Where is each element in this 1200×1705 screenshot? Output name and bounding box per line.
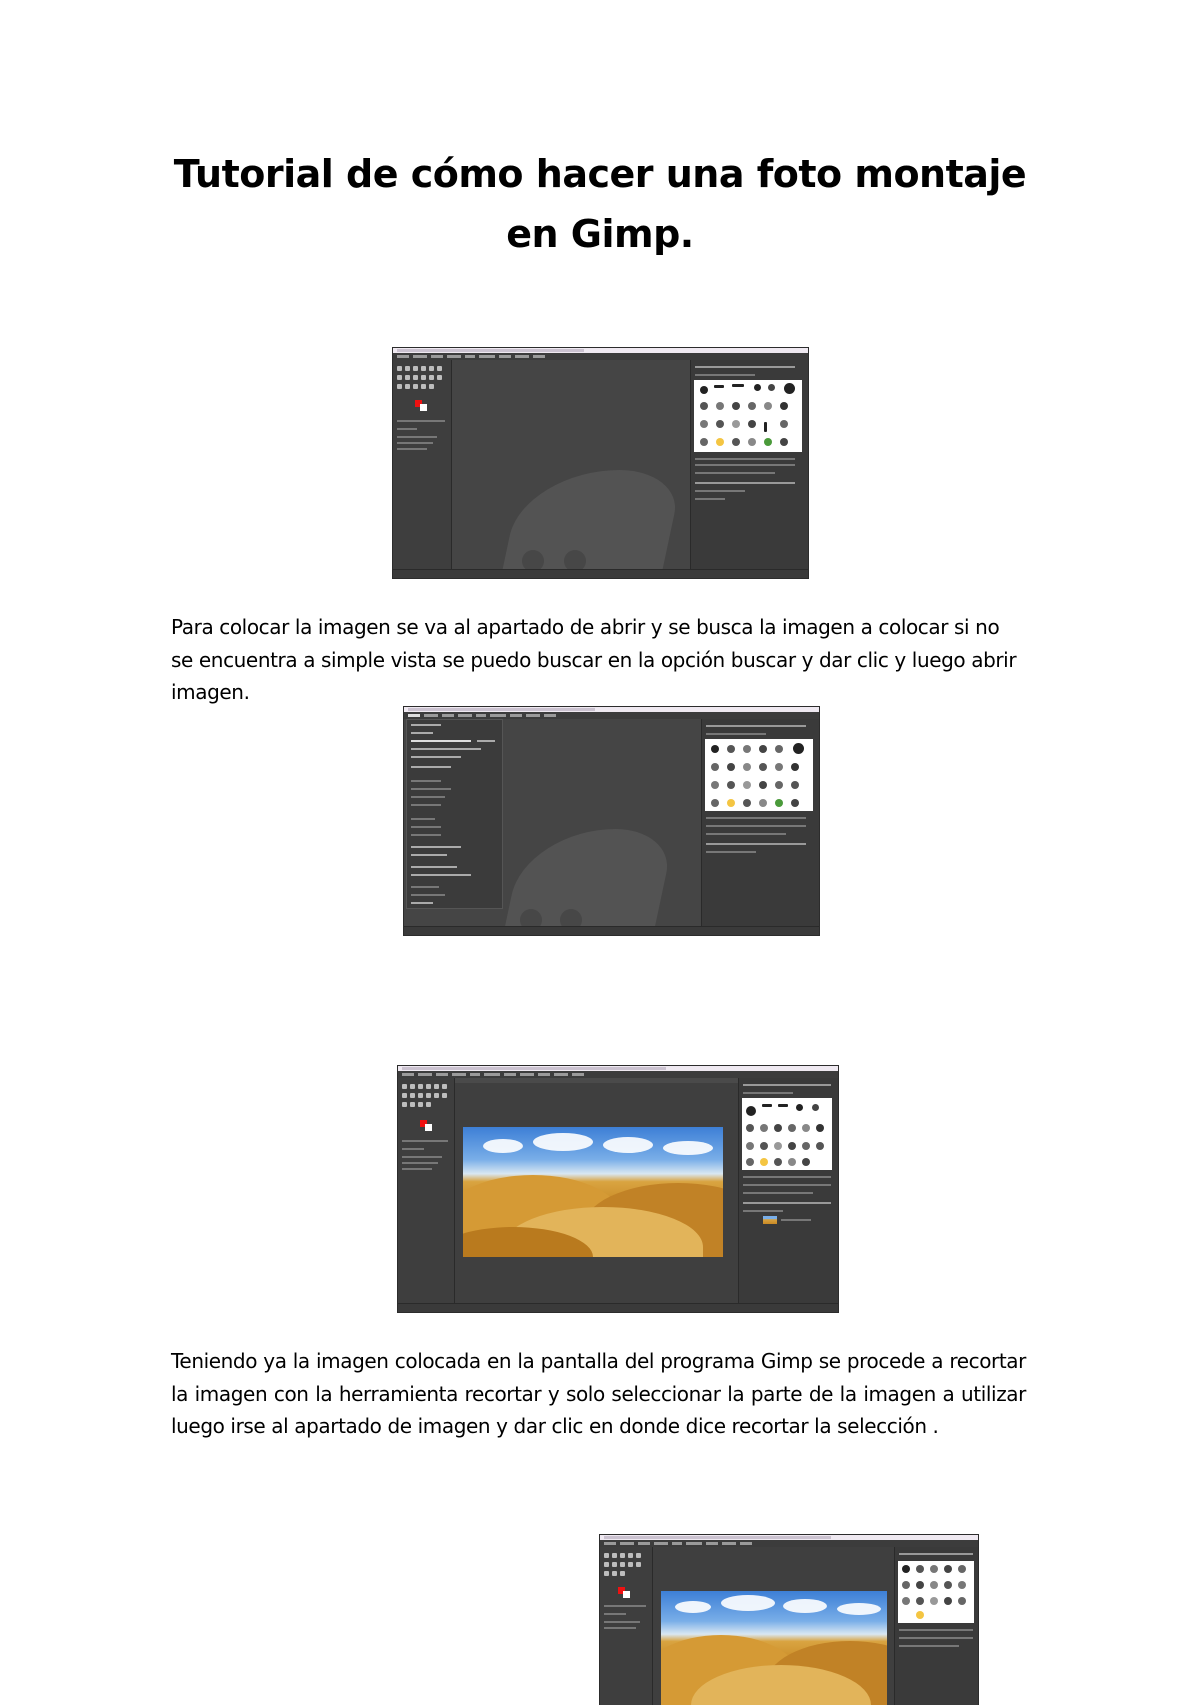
background-color [623, 1591, 630, 1598]
document-title: Tutorial de cómo hacer una foto montaje en Gimp. [173, 152, 1027, 256]
brushes-dock [690, 360, 808, 570]
brushes-dock [738, 1078, 838, 1304]
brushes-grid [898, 1561, 974, 1623]
status-bar [404, 926, 819, 935]
brushes-grid [694, 380, 802, 452]
desert-photo [463, 1127, 723, 1257]
background-color [420, 404, 427, 411]
layer-thumbnail[interactable] [763, 1216, 777, 1224]
file-menu-dropdown[interactable] [406, 719, 503, 909]
menu-bar [404, 712, 819, 719]
screenshot-gimp-empty [392, 347, 809, 579]
background-color [425, 1124, 432, 1131]
paragraph-open-image: Para colocar la imagen se va al apartado de abrir y se busca la imagen a colocar si no se encuentra a simple vista se puedo buscar en la opción buscar y dar clic y luego abrir imagen. [171, 615, 1017, 704]
screenshot-gimp-crop [599, 1534, 979, 1705]
screenshot-gimp-menu [403, 706, 820, 936]
image-canvas [653, 1547, 894, 1705]
brushes-dock [894, 1547, 978, 1705]
toolbox-panel [393, 360, 452, 570]
image-canvas [455, 1078, 738, 1304]
menu-bar [600, 1540, 978, 1547]
menu-bar [398, 1071, 838, 1078]
status-bar [393, 569, 808, 578]
toolbox-panel [398, 1078, 455, 1304]
toolbox-panel [600, 1547, 653, 1705]
brushes-grid [705, 739, 813, 811]
paragraph-crop-image: Teniendo ya la imagen colocada en la pantalla del programa Gimp se procede a recortar la imagen con la herramienta recortar y solo seleccionar la parte de la imagen a utilizar luego irse al apartado de imagen y dar clic en donde dice recortar la selección . [171, 1349, 1026, 1438]
menu-bar [393, 353, 808, 360]
status-bar [398, 1303, 838, 1312]
screenshot-gimp-desert [397, 1065, 839, 1313]
brushes-dock [701, 719, 819, 927]
brushes-grid [742, 1098, 832, 1170]
desert-photo [661, 1591, 887, 1705]
image-canvas [452, 360, 690, 570]
